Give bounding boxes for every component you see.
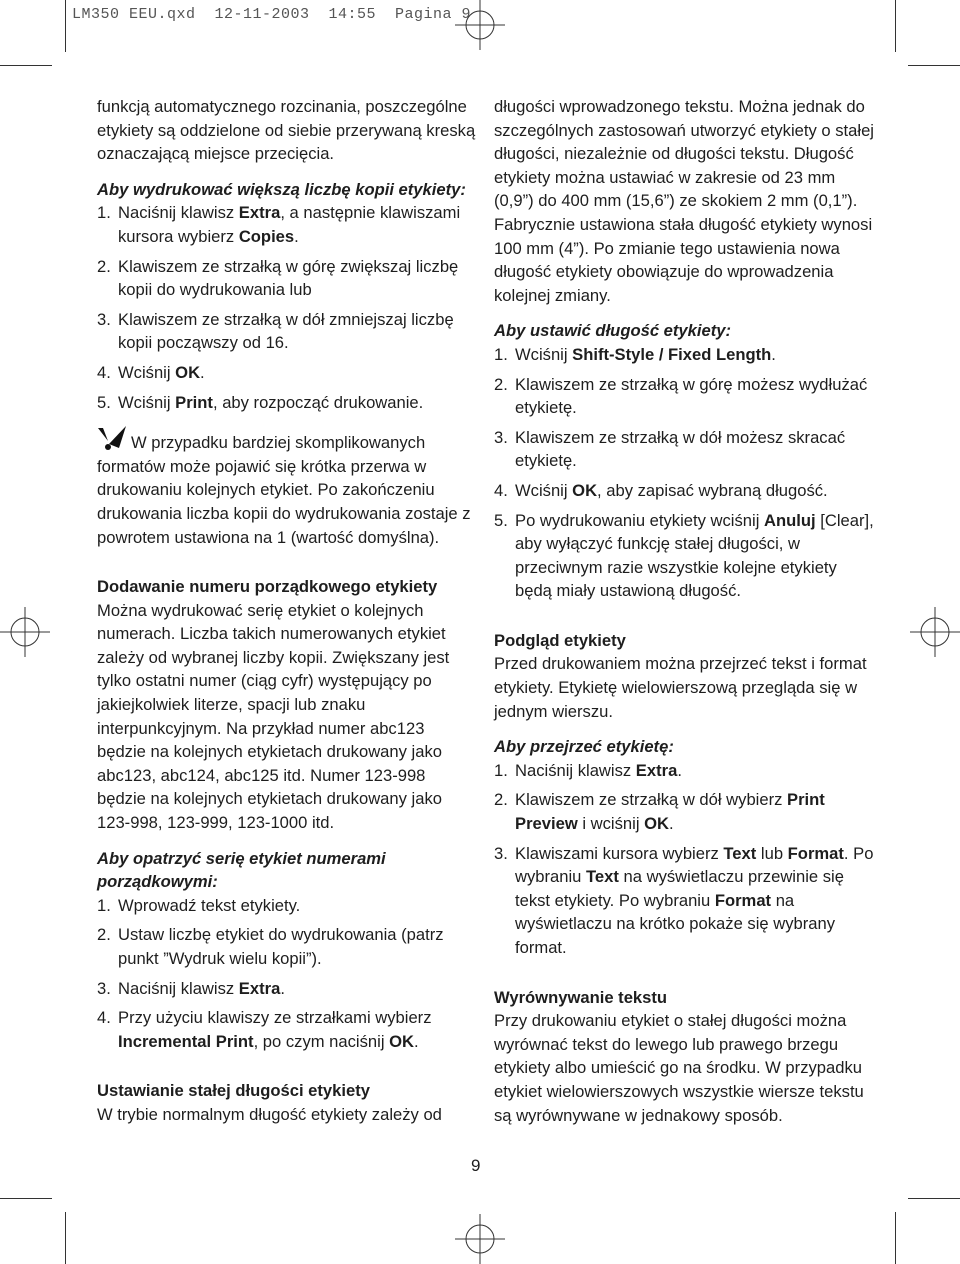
- crop-mark: [895, 0, 896, 52]
- copies-heading: Aby wydrukować większą liczbę kopii etykiety:: [97, 179, 466, 199]
- intro-paragraph: funkcją automatycznego rozcinania, poszczególne etykiety są oddzielone od siebie przerywaną kreską oznaczającą miejsce przecięcia.: [97, 97, 476, 164]
- numbering-heading: Dodawanie numeru porządkowego etykiety: [97, 577, 438, 597]
- fixed-length-paragraph: W trybie normalnym długość etykiety zależy od: [97, 1104, 442, 1124]
- list-item: 4. Przy użyciu klawiszy ze strzałkami wybierz Incremental Print, po czym naciśnij OK.: [97, 1008, 432, 1051]
- list-item: 1. Naciśnij klawisz Extra, a następnie klawiszami kursora wybierz Copies.: [97, 203, 461, 246]
- list-item: 2. Klawiszem ze strzałką w górę zwiększaj liczbę kopii do wydrukowania lub: [97, 256, 459, 300]
- crop-mark: [65, 1212, 66, 1264]
- list-item: 3. Naciśnij klawisz Extra.: [97, 978, 285, 998]
- page-number: 9: [471, 1156, 481, 1175]
- set-length-heading: Aby ustawić długość etykiety:: [494, 321, 731, 341]
- fixed-length-continued: długości wprowadzonego tekstu. Można jednak do szczególnych zastosowań utworzyć etykiety o stałej długości, niezależnie od długości tekstu. Długość etykiety można ustawiać w zakresie od 23 mm (0,9”) do 400 mm (15,6”) ze skokiem 2 mm (0,1”). Fabrycznie ustawiona stała długość etykiety wynosi 100 mm (4”). Po zmianie tego ustawienia nowa długość etykiety obowiązuje do wprowadzenia kolejnej zmiany.: [494, 97, 874, 305]
- list-item: 3. Klawiszem ze strzałką w dół zmniejszaj liczbę kopii począwszy od 16.: [97, 309, 454, 353]
- crop-mark: [895, 1212, 896, 1264]
- note-paragraph: W przypadku bardziej skomplikowanych formatów może pojawić się krótka przerwa w drukowaniu kolejnych etykiet. Po zakończeniu drukowania liczba kopii do wydrukowania zostaje z powrotem ustawiona na 1 (wartość domyślna).: [97, 426, 477, 549]
- right-column: [494, 95, 874, 1127]
- registration-mark-bottom: [455, 1214, 505, 1264]
- align-paragraph: Przy drukowaniu etykiet o stałej długości można wyrównać tekst do lewego lub prawego brzegu etykiety albo umieścić go na środku. W przypadku etykiet wielowierszowych wszystkie wiersze tekstu są wyrównywane w jednakowy sposób.: [494, 1011, 864, 1125]
- crop-mark: [0, 1198, 52, 1199]
- crop-mark: [65, 0, 66, 52]
- registration-mark-top: [455, 0, 505, 50]
- list-item: 5. Wciśnij Print, aby rozpocząć drukowanie.: [97, 392, 424, 412]
- crop-mark: [908, 65, 960, 66]
- list-item: 4. Wciśnij OK.: [97, 362, 205, 382]
- copies-steps: [97, 201, 477, 414]
- fixed-length-heading: Ustawianie stałej długości etykiety: [97, 1081, 370, 1101]
- registration-mark-left: [0, 607, 50, 657]
- crop-mark: [0, 65, 52, 66]
- list-item: 3. Klawiszami kursora wybierz Text lub Format. Po wybraniu Text na wyświetlaczu przewinie się tekst etykiety. Po wybraniu Format na wyświetlaczu na krótko pokaże się wybrany format.: [494, 843, 874, 957]
- set-length-steps: [494, 343, 874, 603]
- series-steps: [97, 894, 477, 1054]
- file-header: LM350 EEU.qxd 12-11-2003 14:55 Pagina 9: [72, 6, 472, 23]
- preview-heading: Podgląd etykiety: [494, 630, 626, 650]
- preview-steps: [494, 759, 874, 960]
- numbering-paragraph: Można wydrukować serię etykiet o kolejnych numerach. Liczba takich numerowanych etykiet zależy od wybranej liczby kopii. Zwiększany jest tylko ostatni numer (ciąg cyfr) występujący po jakiejkolwiek literze, spacji lub znaku interpunkcyjnym. Na przykład numer abc123 będzie na kolejnych etykietach drukowany jako abc123, abc124, abc125 itd. Numer 123-998 będzie na kolejnych etykietach drukowany jako 123-998, 123-999, 123-1000 itd.: [97, 600, 450, 833]
- list-item: 2. Klawiszem ze strzałką w górę możesz wydłużać etykietę.: [494, 374, 868, 418]
- warning-icon: [97, 426, 127, 452]
- list-item: 2. Ustaw liczbę etykiet do wydrukowania (patrz punkt ”Wydruk wielu kopii”).: [97, 925, 444, 968]
- series-heading: Aby opatrzyć serię etykiet numerami porządkowymi:: [97, 848, 386, 892]
- preview-subheading: Aby przejrzeć etykietę:: [494, 737, 674, 757]
- list-item: 1. Wprowadź tekst etykiety.: [97, 895, 301, 915]
- list-item: 3. Klawiszem ze strzałką w dół możesz skracać etykietę.: [494, 427, 846, 471]
- list-item: 1. Naciśnij klawisz Extra.: [494, 760, 682, 780]
- list-item: 2. Klawiszem ze strzałką w dół wybierz Print Preview i wciśnij OK.: [494, 790, 825, 834]
- align-heading: Wyrównywanie tekstu: [494, 987, 668, 1007]
- list-item: 5. Po wydrukowaniu etykiety wciśnij Anuluj [Clear], aby wyłączyć funkcję stałej długości, w przeciwnym razie wszystkie kolejne etykiety będą miały ustawioną długość.: [494, 510, 874, 601]
- list-item: 4. Wciśnij OK, aby zapisać wybraną długość.: [494, 480, 828, 500]
- left-column: [97, 95, 477, 1127]
- registration-mark-right: [910, 607, 960, 657]
- preview-paragraph: Przed drukowaniem można przejrzeć tekst i format etykiety. Etykietę wielowierszową przegląda się w jednym wierszu.: [494, 654, 867, 721]
- list-item: 1. Wciśnij Shift-Style / Fixed Length.: [494, 344, 776, 364]
- crop-mark: [908, 1198, 960, 1199]
